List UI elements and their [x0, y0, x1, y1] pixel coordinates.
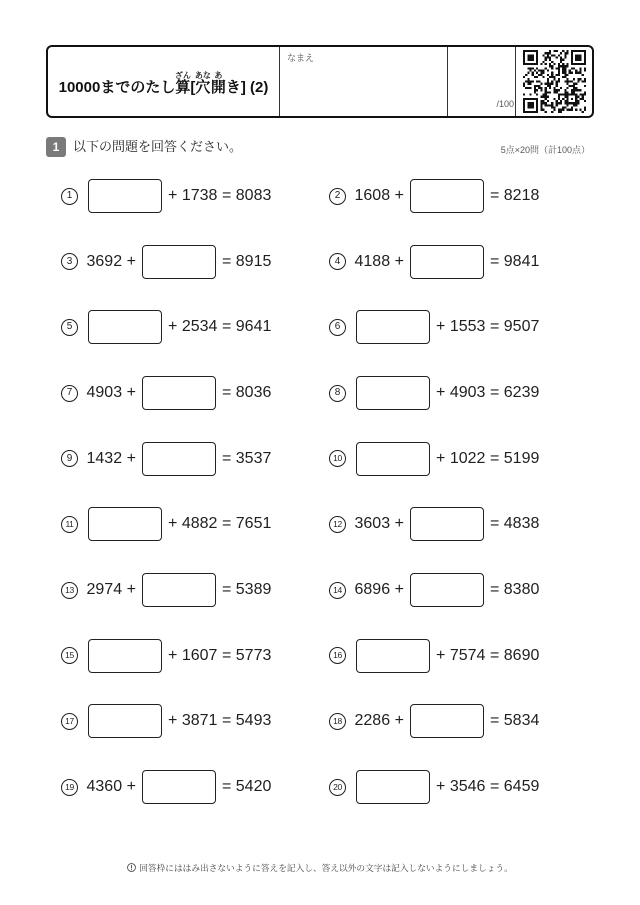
answer-box[interactable]: [88, 310, 162, 344]
answer-box[interactable]: [410, 704, 484, 738]
name-label: なまえ: [287, 53, 315, 63]
problem-number: 20: [329, 779, 346, 796]
problem-2: [329, 179, 539, 213]
problem-18: [329, 704, 539, 738]
answer-box[interactable]: [142, 442, 216, 476]
section-instruction: 以下の問題を回答ください。: [73, 139, 243, 154]
equals-sign: =: [489, 252, 500, 270]
problem-number: 2: [329, 188, 346, 205]
equals-sign: =: [489, 449, 500, 467]
problem-number: 15: [61, 647, 78, 664]
footer-text: 回答枠にははみ出さないように答えを記入し、答え以外の文字は記入しないようにしましょう。: [139, 863, 513, 873]
sum: 5493: [235, 712, 272, 730]
problem-12: [329, 507, 539, 541]
equals-sign: =: [489, 318, 500, 336]
answer-box[interactable]: [88, 639, 162, 673]
problem-16: [329, 639, 539, 673]
problem-17: [61, 704, 271, 738]
problem-13: [61, 573, 271, 607]
answer-box[interactable]: [356, 770, 430, 804]
addend: 2534: [181, 318, 218, 336]
addend: 1608: [354, 187, 391, 204]
problem-11: [61, 507, 271, 541]
problem-14: [329, 573, 539, 607]
sum: 8915: [235, 252, 272, 270]
addend: 2286: [354, 712, 391, 730]
equals-sign: =: [221, 778, 232, 795]
answer-box[interactable]: [410, 179, 484, 213]
plus-sign: +: [168, 515, 178, 533]
addend: 3546: [449, 778, 486, 795]
equals-sign: =: [489, 384, 500, 401]
answer-box[interactable]: [410, 245, 484, 279]
addend: 1738: [181, 187, 218, 204]
problem-number: 7: [61, 385, 78, 402]
problem-number: 14: [329, 582, 346, 599]
equals-sign: =: [489, 646, 500, 664]
answer-box[interactable]: [142, 573, 216, 607]
title-text: [: [190, 79, 196, 96]
problem-number: 6: [329, 319, 346, 336]
problem-9: [61, 442, 271, 476]
furigana: ざん: [174, 71, 191, 80]
qr-code-graphic: [523, 50, 586, 113]
sum: 8036: [235, 384, 272, 401]
sum: 5420: [235, 778, 272, 795]
problem-7: [61, 376, 271, 410]
addend: 1607: [181, 646, 218, 664]
equals-sign: =: [489, 778, 500, 795]
problem-3: [61, 245, 271, 279]
qr-modules: [523, 50, 586, 113]
qr-code-icon: [523, 50, 586, 113]
sum: 9507: [503, 318, 540, 336]
plus-sign: +: [394, 187, 404, 204]
equals-sign: =: [221, 187, 232, 204]
problem-number: 4: [329, 253, 346, 270]
answer-box[interactable]: [410, 507, 484, 541]
addend: 1022: [449, 449, 486, 467]
sum: 6239: [503, 384, 540, 401]
answer-box[interactable]: [356, 376, 430, 410]
sum: 7651: [235, 515, 272, 533]
equals-sign: =: [221, 712, 232, 730]
addend: 3871: [181, 712, 218, 730]
problem-number: 1: [61, 188, 78, 205]
problem-number: 13: [61, 582, 78, 599]
addend: 4903: [86, 384, 123, 401]
problem-number: 9: [61, 450, 78, 467]
problem-20: [329, 770, 539, 804]
equals-sign: =: [221, 384, 232, 401]
problem-15: [61, 639, 271, 673]
problem-19: [61, 770, 271, 804]
title-kanji: 開: [210, 79, 226, 96]
plus-sign: +: [168, 646, 178, 664]
equals-sign: =: [221, 515, 232, 533]
addend: 3603: [354, 515, 391, 533]
section-number-badge: 1: [46, 137, 66, 157]
sum: 8083: [235, 187, 272, 204]
problem-5: [61, 310, 271, 344]
plus-sign: +: [126, 449, 136, 467]
answer-box[interactable]: [88, 507, 162, 541]
title-ruby-a: [210, 71, 226, 96]
title-ruby-ana: [194, 71, 211, 96]
equals-sign: =: [489, 581, 500, 598]
plus-sign: +: [394, 712, 404, 730]
furigana: あ: [210, 71, 226, 80]
answer-box[interactable]: [142, 770, 216, 804]
sum: 5199: [503, 449, 540, 467]
problem-number: 3: [61, 253, 78, 270]
problem-4: [329, 245, 539, 279]
answer-box[interactable]: [410, 573, 484, 607]
sum: 4838: [503, 515, 540, 533]
scoring-note: 5点×20問（計100点）: [500, 145, 590, 155]
sum: 5773: [235, 646, 272, 664]
problem-10: [329, 442, 539, 476]
addend: 4188: [354, 252, 391, 270]
problem-number: 18: [329, 713, 346, 730]
plus-sign: +: [436, 778, 446, 795]
footer-note: [0, 862, 640, 874]
sum: 8380: [503, 581, 540, 598]
equals-sign: =: [221, 449, 232, 467]
addend: 1432: [86, 449, 123, 467]
problem-8: [329, 376, 539, 410]
title-ruby-zan: [174, 71, 191, 96]
plus-sign: +: [436, 318, 446, 336]
addend: 2974: [86, 581, 123, 598]
sum: 6459: [503, 778, 540, 795]
problem-number: 16: [329, 647, 346, 664]
sum: 5389: [235, 581, 272, 598]
header-divider: [515, 47, 516, 116]
problem-number: 11: [61, 516, 78, 533]
title-text: き] (2): [225, 79, 269, 96]
answer-box[interactable]: [88, 179, 162, 213]
addend: 1553: [449, 318, 486, 336]
answer-box[interactable]: [142, 245, 216, 279]
title-text: 10000までのたし: [58, 79, 176, 96]
problem-number: 5: [61, 319, 78, 336]
sum: 9641: [235, 318, 272, 336]
addend: 4903: [449, 384, 486, 401]
plus-sign: +: [436, 449, 446, 467]
sum: 3537: [235, 449, 272, 467]
answer-box[interactable]: [88, 704, 162, 738]
sum: 8690: [503, 646, 540, 664]
furigana: あな: [194, 71, 211, 80]
plus-sign: +: [126, 581, 136, 598]
plus-sign: +: [126, 252, 136, 270]
plus-sign: +: [394, 515, 404, 533]
title-kanji: 穴: [194, 79, 211, 96]
answer-box[interactable]: [356, 639, 430, 673]
equals-sign: =: [221, 646, 232, 664]
addend: 4882: [181, 515, 218, 533]
problem-number: 17: [61, 713, 78, 730]
problem-number: 12: [329, 516, 346, 533]
addend: 7574: [449, 646, 486, 664]
addend: 3692: [86, 252, 123, 270]
plus-sign: +: [394, 252, 404, 270]
answer-box[interactable]: [142, 376, 216, 410]
equals-sign: =: [489, 712, 500, 730]
problem-number: 8: [329, 385, 346, 402]
problem-number: 19: [61, 779, 78, 796]
equals-sign: =: [489, 187, 500, 204]
worksheet-header: [46, 45, 594, 118]
equals-sign: =: [221, 318, 232, 336]
sum: 8218: [503, 187, 540, 204]
plus-sign: +: [126, 384, 136, 401]
title-kanji: 算: [174, 79, 191, 96]
score-total-label: /100: [496, 99, 514, 109]
sum: 9841: [503, 252, 540, 270]
equals-sign: =: [221, 252, 232, 270]
answer-box[interactable]: [356, 310, 430, 344]
plus-sign: +: [394, 581, 404, 598]
sum: 5834: [503, 712, 540, 730]
plus-sign: +: [168, 712, 178, 730]
plus-sign: +: [436, 384, 446, 401]
exclamation-circle-icon: [127, 863, 136, 872]
addend: 6896: [354, 581, 391, 598]
answer-box[interactable]: [356, 442, 430, 476]
problem-1: [61, 179, 271, 213]
plus-sign: +: [168, 187, 178, 204]
plus-sign: +: [436, 646, 446, 664]
problem-6: [329, 310, 539, 344]
plus-sign: +: [126, 778, 136, 795]
plus-sign: +: [168, 318, 178, 336]
equals-sign: =: [221, 581, 232, 598]
problem-number: 10: [329, 450, 346, 467]
addend: 4360: [86, 778, 123, 795]
worksheet-title: [48, 71, 279, 105]
equals-sign: =: [489, 515, 500, 533]
